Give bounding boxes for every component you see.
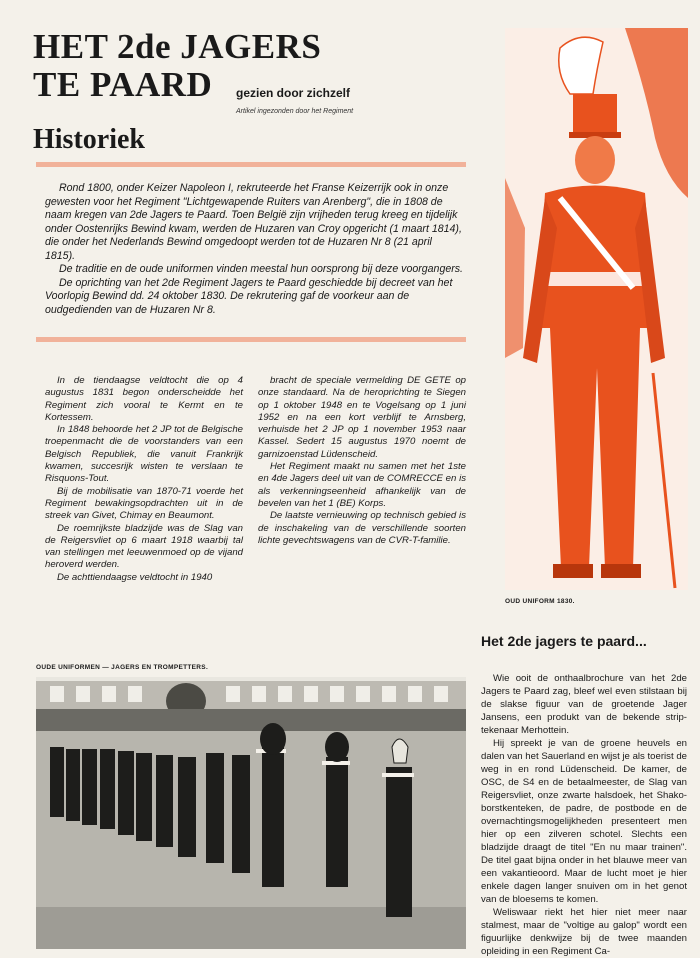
column-paragraph: Weliswaar riekt het hier niet meer naar stalmest, maar de "voltige au galop" wordt een figuurlijke denkwijze bij de twee maanden opleiding in een Regiment Ca- <box>481 907 687 957</box>
march-photo-caption: OUDE UNIFORMEN — JAGERS EN TROMPETTERS. <box>36 664 209 671</box>
column-paragraph: De roemrijkste bladzijde was de Slag van de Reigersvliet op 6 maart 1918 waarbij tal van stellingen met leeuwenmoed op de vijand heroverd werden. <box>45 522 243 571</box>
section-heading: Historiek <box>33 124 145 155</box>
intro-paragraph: De traditie en de oude uniformen vinden meestal hun oorsprong bij deze voorgangers. <box>59 263 463 275</box>
column-paragraph: bracht de speciale vermelding DE GETE op onze standaard. Na de heroprichting te Siegen op 1 oktober 1948 en te Vogelsang op 1 juni 1952 en na een kort verblijf te Arnsberg, verhuisde het 2 JP op 1 november 1953 naar Kassel. Sedert 15 augustus 1970 noemt de garnizoenstad Lüdenscheid. <box>258 375 466 460</box>
article-credit: Artikel ingezonden door het Regiment <box>236 108 354 115</box>
text-column-right <box>481 672 687 958</box>
march-photo <box>36 677 466 949</box>
title-line-2: TE PAARD <box>33 65 213 104</box>
intro-paragraph: Rond 1800, onder Keizer Napoleon I, rekruteerde het Franse Keizerrijk ook in onze gewesten voor het Regiment "Lichtgewapende Ruiters van Arenberg", die in 1808 de naam kregen van 2de Jagers te Paard. Toen België zijn vrijheden terug kreeg en tijdelijk onder Oostenrijks Bewind kwam, werden de Huzaren van Croy opgericht (1 maart 1814), die onder het Nederlands Bewind omgedoopt werden tot de Huzaren Nr 8 (21 april 1815). <box>45 182 462 262</box>
column-paragraph: In de tiendaagse veldtocht die op 4 augustus 1831 begon onderscheidde het Regiment zich vooral te Kermt en te Kortessem. <box>45 375 243 423</box>
article-subtitle: gezien door zichzelf <box>236 86 351 100</box>
column-paragraph: Het Regiment maakt nu samen met het 1ste en 4de Jagers deel uit van de COMRECCE en is als verkenningseenheid afhankelijk van de bevelen van het 1 (BE) Korps. <box>258 461 466 509</box>
intro-text <box>45 182 463 317</box>
right-heading: Het 2de jagers te paard... <box>481 633 647 649</box>
column-paragraph: De laatste vernieuwing op technisch gebied is de inschakeling van de verschillende soorten lichte gevechtswagens van de CVR-T-familie. <box>258 510 466 546</box>
accent-rule-top <box>36 162 466 167</box>
accent-rule-bottom <box>36 337 466 342</box>
soldier-illustration <box>505 28 688 590</box>
soldier-photo <box>505 28 688 590</box>
soldier-photo-caption: OUD UNIFORM 1830. <box>505 598 575 605</box>
march-illustration <box>36 677 466 949</box>
text-column-left <box>45 375 243 584</box>
intro-paragraph: De oprichting van het 2de Regiment Jagers te Paard geschiedde bij decreet van het Voorlopig Bewind dd. 24 oktober 1830. De rekrutering gaf de voorkeur aan de oudgedienden van de Huzaren Nr 8. <box>45 276 453 316</box>
column-paragraph: In 1848 behoorde het 2 JP tot de Belgische troepenmacht die de voorstanders van een Belgisch Republiek, die vanuit Frankrijk kwamen, succesrijk wisten te verslaan te Risquons-Tout. <box>45 424 243 485</box>
text-column-middle <box>258 375 466 547</box>
title-line-1: HET 2de JAGERS <box>33 27 322 66</box>
column-paragraph: De achttiendaagse veldtocht in 1940 <box>57 571 213 583</box>
column-paragraph: Bij de mobilisatie van 1870-71 voerde het Regiment bewakingsopdrachten uit in de streek van Givet, Chimay en Beaumont. <box>45 485 243 522</box>
column-paragraph: Hij spreekt je van de groene heuvels en dalen van het Sauerland en wijst je als toerist de weg in en rond Lüdenscheid. De kamer, de OSC, de S4 en de betaalmeester, de Slag van Reigersvliet, onze zwarte halsdoek, het Shako-borstkenteken, de padre, de postbode en de overnachtingsmogelijkheden presenteert men hier op een zilveren schotel. Slechts een bladzijde draagt de titel "En nu maar trainen". De titel gaat bijna onder in het blauwe meer van een vakantieoord. Maar de lucht moet je hier enkele dagen langer snuiven om in het genot van de bloesems te komen. <box>481 738 687 905</box>
column-paragraph: Wie ooit de onthaalbrochure van het 2de Jagers te Paard zag, bleef wel even stilstaan bij de slakse figuur van de groetende Jager Jansens, een produkt van de bekende strip-tekenaar Merhottein. <box>481 673 687 736</box>
